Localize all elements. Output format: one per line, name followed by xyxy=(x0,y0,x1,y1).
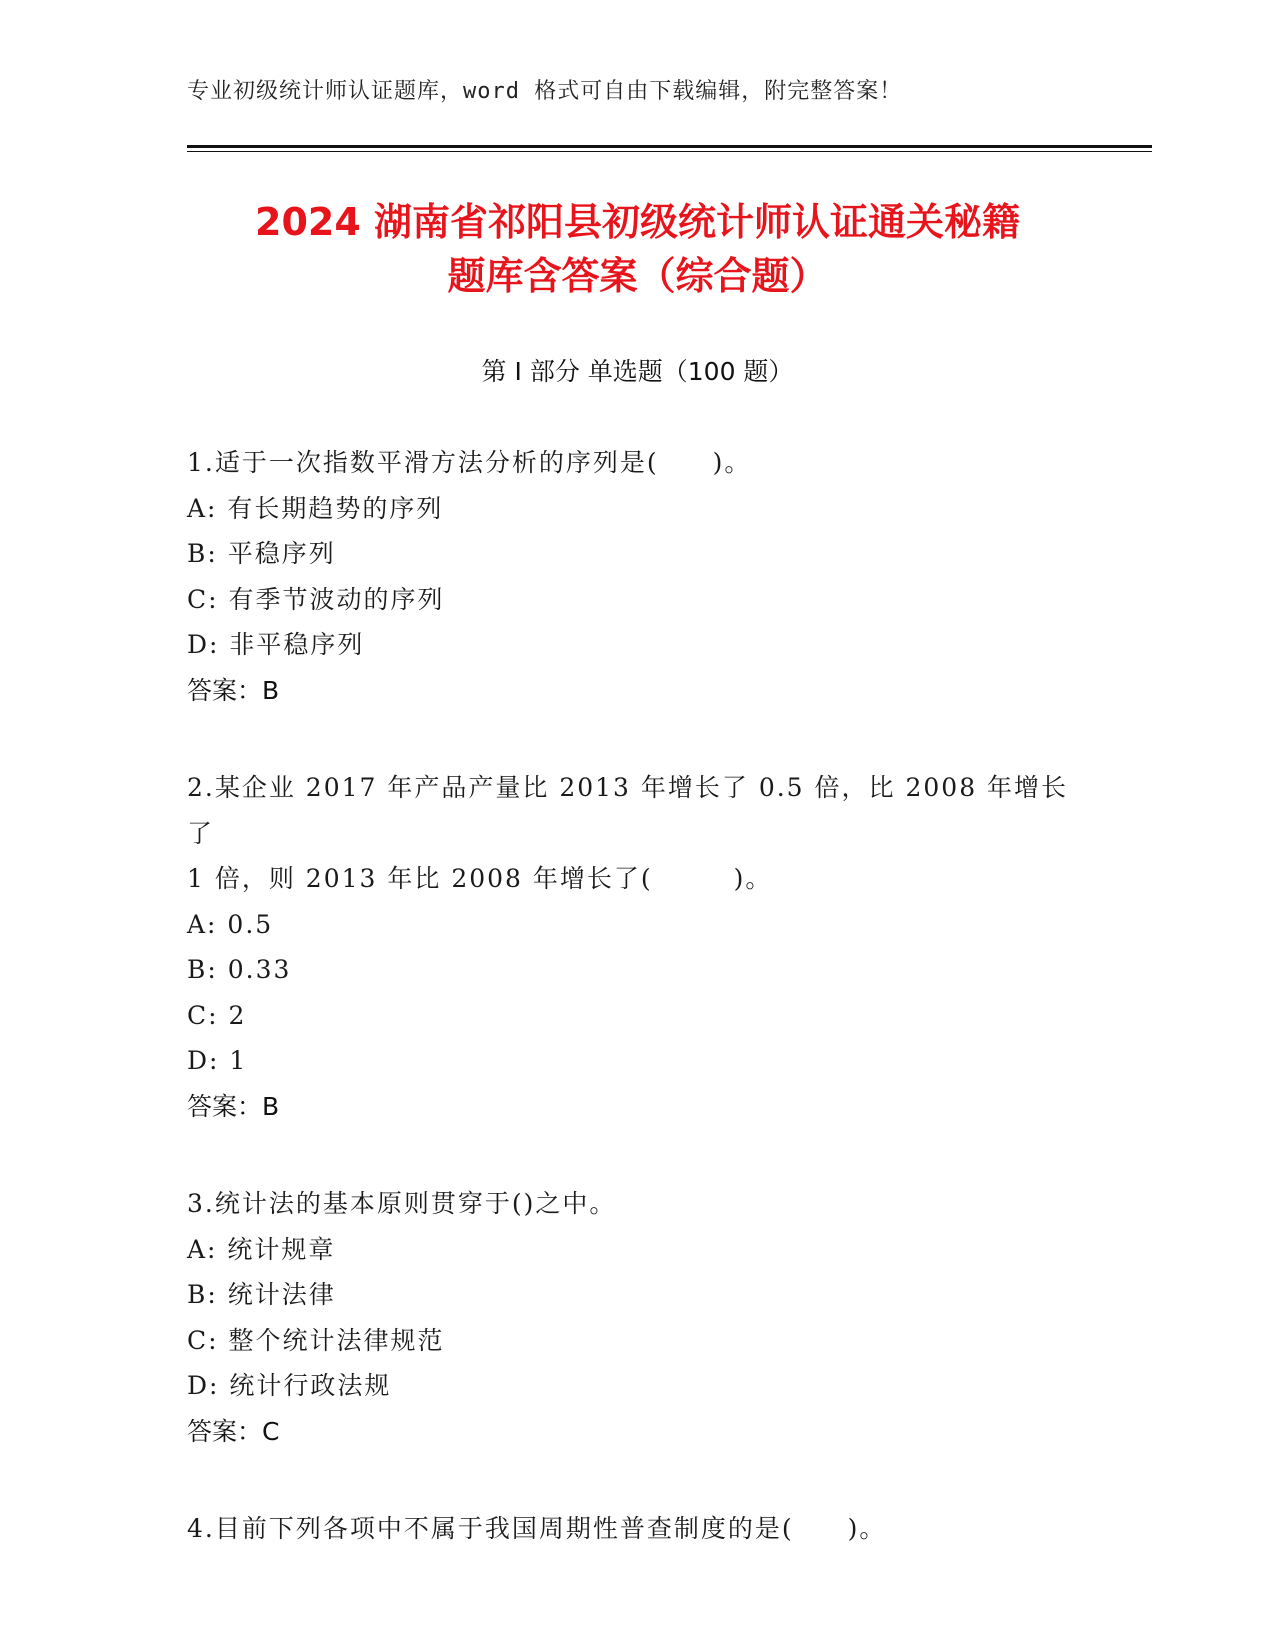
option-d: D: 1 xyxy=(187,1046,248,1075)
option-a: A: 统计规章 xyxy=(187,1234,336,1264)
option-b: B: 统计法律 xyxy=(187,1280,336,1309)
answer: 答案：C xyxy=(187,1416,280,1446)
document-title-line-1: 2024 湖南省祁阳县初级统计师认证通关秘籍 xyxy=(255,200,1020,244)
question-stem-continued: 1 倍，则 2013 年比 2008 年增长了( )。 xyxy=(187,864,773,893)
option-d: D: 统计行政法规 xyxy=(187,1371,392,1400)
question-3 xyxy=(187,1181,1087,1454)
option-b: B: 0.33 xyxy=(187,955,292,984)
question-2 xyxy=(187,765,1087,1129)
question-stem: 4.目前下列各项中不属于我国周期性普查制度的是( )。 xyxy=(187,1514,887,1543)
question-list xyxy=(187,440,1087,1604)
option-b: B: 平稳序列 xyxy=(187,539,336,568)
option-a: A: 有长期趋势的序列 xyxy=(187,493,444,523)
header-divider-thick xyxy=(187,145,1152,148)
option-c: C: 整个统计法律规范 xyxy=(187,1325,445,1355)
question-stem: 1.适于一次指数平滑方法分析的序列是( )。 xyxy=(187,448,752,477)
option-d: D: 非平稳序列 xyxy=(187,630,365,659)
document-title xyxy=(150,195,1125,303)
question-4 xyxy=(187,1506,1087,1552)
page-header: 专业初级统计师认证题库，word 格式可自由下载编辑，附完整答案！ xyxy=(187,79,903,104)
document-title-line-2: 题库含答案（综合题） xyxy=(447,254,828,298)
option-a: A: 0.5 xyxy=(187,909,274,939)
answer: 答案：B xyxy=(187,675,280,705)
question-1 xyxy=(187,440,1087,713)
question-stem: 3.统计法的基本原则贯穿于()之中。 xyxy=(187,1189,617,1218)
header-divider-thin xyxy=(187,151,1152,152)
option-c: C: 有季节波动的序列 xyxy=(187,584,445,614)
question-stem: 2.某企业 2017 年产品产量比 2013 年增长了 0.5 倍，比 2008 年增长了 xyxy=(187,773,1069,848)
section-title: 第 I 部分 单选题（100 题） xyxy=(481,357,794,386)
answer: 答案：B xyxy=(187,1091,280,1121)
option-c: C: 2 xyxy=(187,1000,247,1030)
